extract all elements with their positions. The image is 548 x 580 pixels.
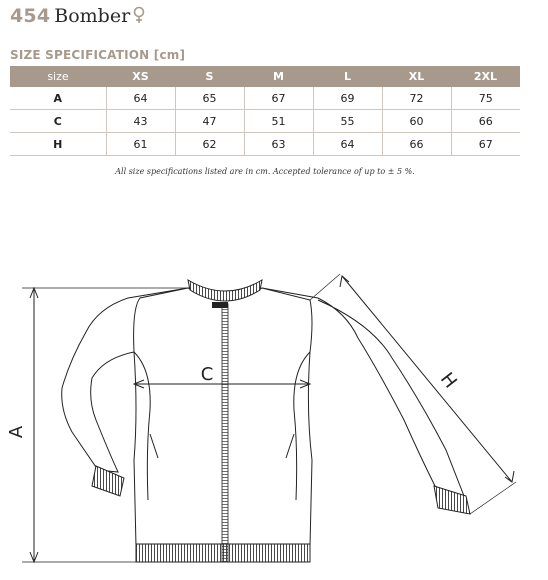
row-label: H (10, 133, 106, 156)
size-header-s: S (175, 66, 244, 87)
size-table (10, 66, 520, 156)
table-cell: 72 (382, 87, 451, 110)
size-header-m: M (244, 66, 313, 87)
table-row-a (10, 87, 520, 110)
bomber-jacket-diagram (0, 260, 548, 580)
table-cell: 61 (106, 133, 175, 156)
product-name: Bomber (54, 5, 131, 27)
table-cell: 65 (175, 87, 244, 110)
table-cell: 51 (244, 110, 313, 133)
table-cell: 64 (313, 133, 382, 156)
table-cell: 55 (313, 110, 382, 133)
jacket-outline (62, 288, 464, 546)
table-cell: 64 (106, 87, 175, 110)
female-symbol-icon (132, 6, 146, 24)
table-cell: 60 (382, 110, 451, 133)
table-cell: 47 (175, 110, 244, 133)
product-title (10, 4, 146, 30)
size-header-xl: XL (382, 66, 451, 87)
size-header-row (10, 66, 520, 87)
table-cell: 67 (451, 133, 520, 156)
label-a: A (6, 425, 27, 439)
size-header-label: size (10, 66, 106, 87)
row-label: C (10, 110, 106, 133)
table-cell: 75 (451, 87, 520, 110)
size-header-2xl: 2XL (451, 66, 520, 87)
row-label: A (10, 87, 106, 110)
label-h: H (435, 368, 461, 393)
neck-label (212, 302, 228, 308)
label-c: C (200, 364, 214, 385)
table-cell: 67 (244, 87, 313, 110)
table-cell: 66 (382, 133, 451, 156)
size-header-l: L (313, 66, 382, 87)
table-cell: 66 (451, 110, 520, 133)
size-spec-heading: SIZE SPECIFICATION [cm] (10, 48, 186, 62)
table-cell: 62 (175, 133, 244, 156)
tolerance-note: All size specifications listed are in cm. Accepted tolerance of up to ± 5 %. (115, 167, 415, 176)
table-row-h (10, 133, 520, 156)
product-code: 454 (10, 5, 51, 27)
table-cell: 69 (313, 87, 382, 110)
table-cell: 63 (244, 133, 313, 156)
zipper (222, 304, 228, 562)
size-header-xs: XS (106, 66, 175, 87)
table-row-c (10, 110, 520, 133)
table-cell: 43 (106, 110, 175, 133)
